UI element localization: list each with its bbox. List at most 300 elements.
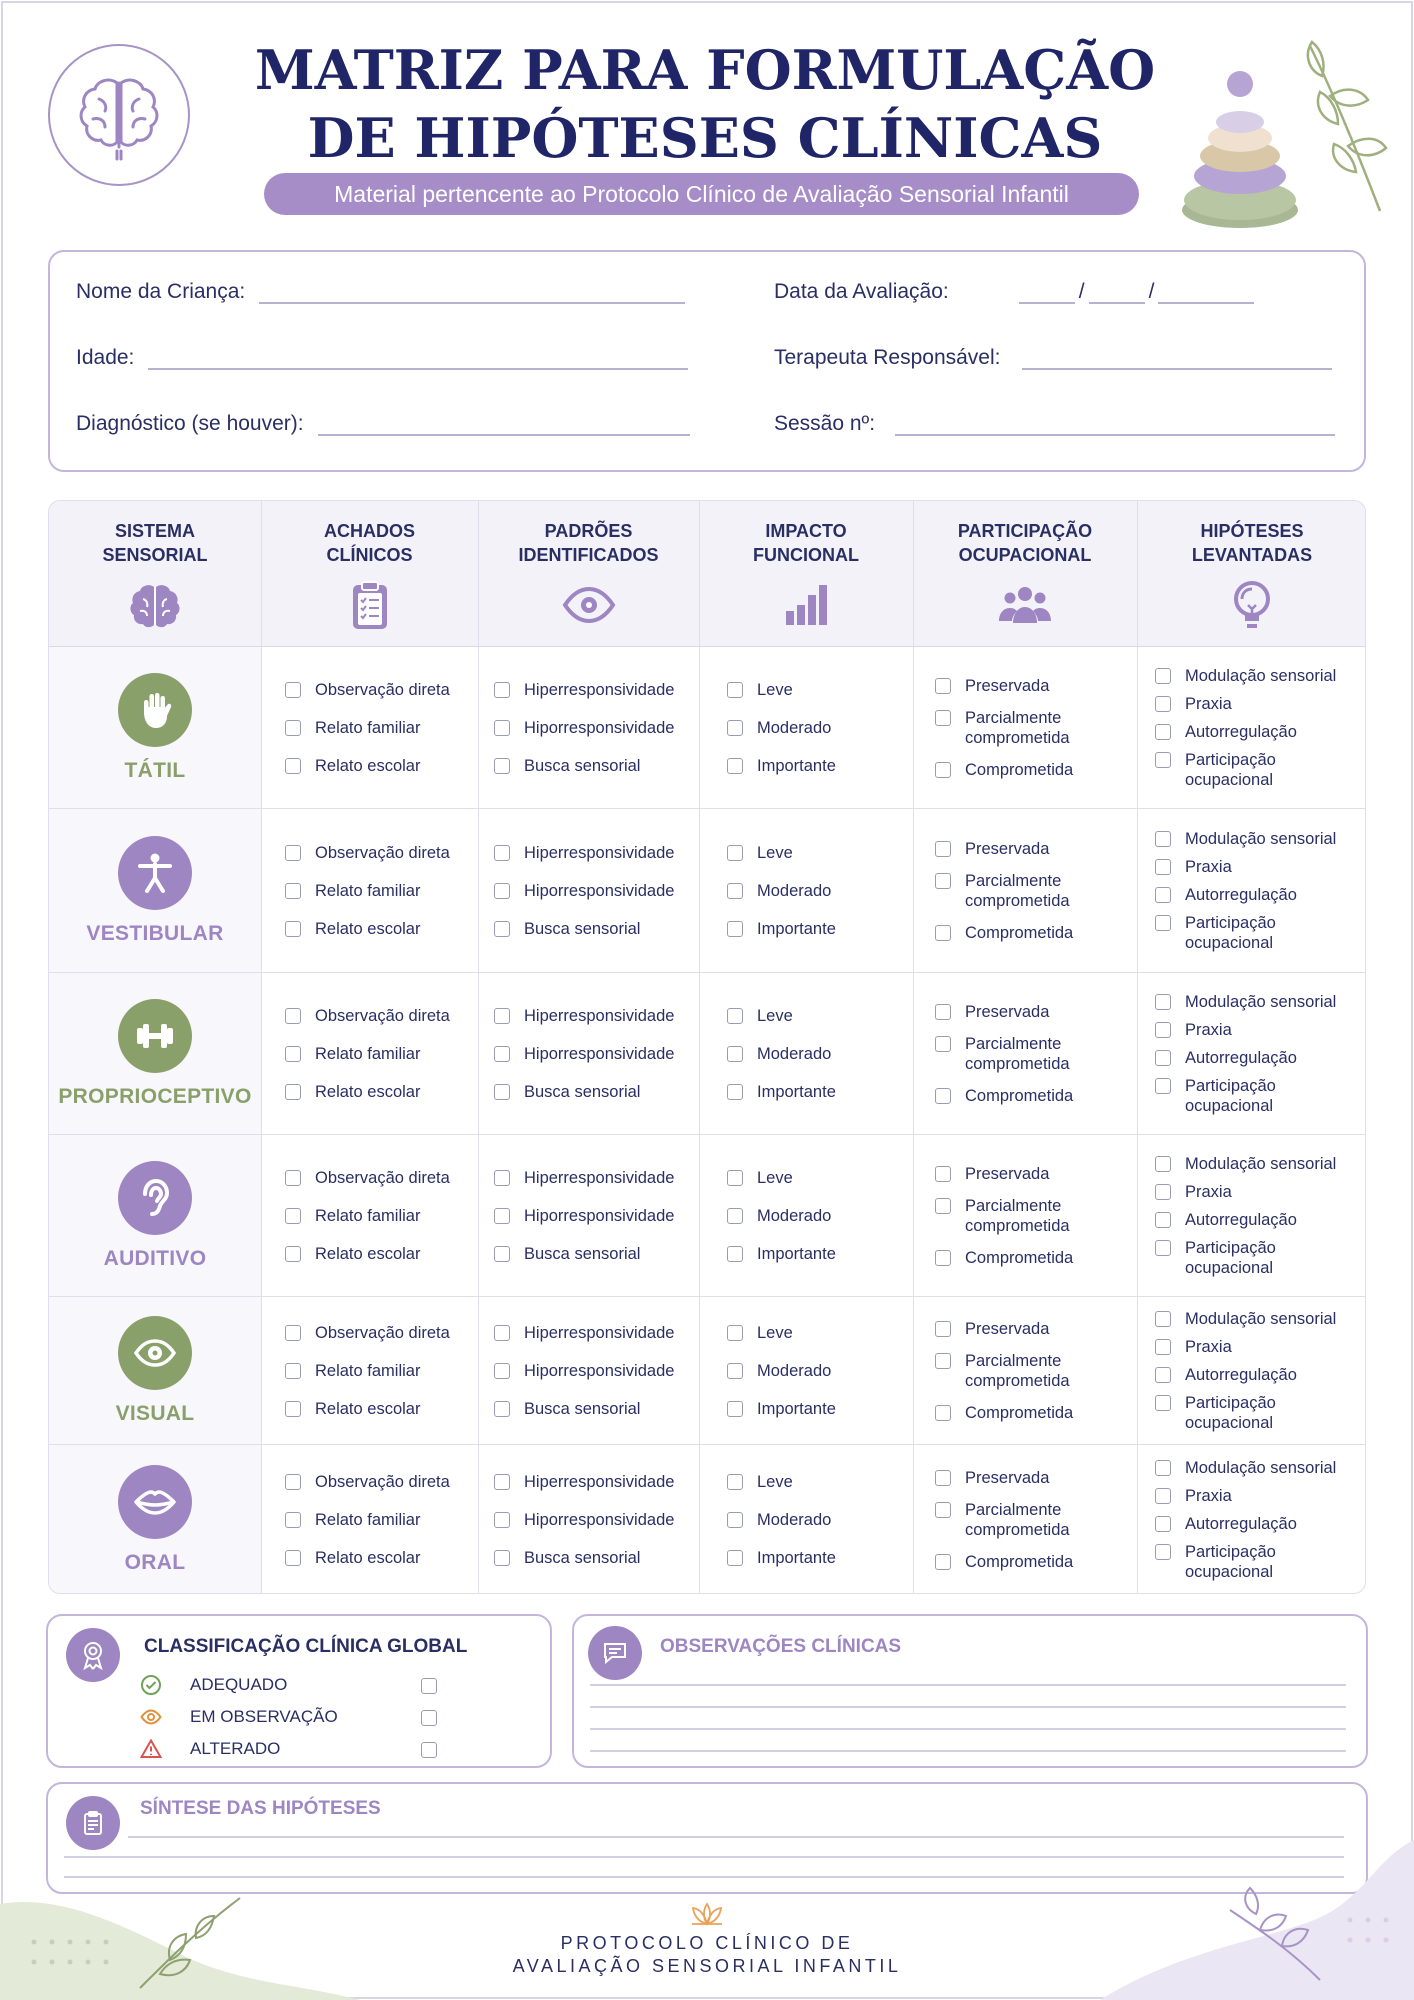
- checkbox[interactable]: [494, 720, 510, 736]
- child-name-field[interactable]: [76, 280, 685, 304]
- classification-label: EM OBSERVAÇÃO: [190, 1707, 338, 1726]
- global-classification-box: [46, 1614, 552, 1768]
- option-hipoteses[interactable]: [1155, 829, 1363, 849]
- option-impacto[interactable]: [727, 718, 909, 738]
- option-impacto[interactable]: [727, 919, 909, 939]
- option-label: Leve: [757, 680, 793, 699]
- option-padroes[interactable]: [494, 1244, 695, 1264]
- sensory-system-name: VISUAL: [115, 1401, 195, 1425]
- option-participacao[interactable]: [935, 1403, 1133, 1423]
- matrix-row: [49, 1445, 1365, 1594]
- option-label: Preservada: [965, 1002, 1050, 1021]
- checkbox[interactable]: [1155, 831, 1171, 847]
- age-line[interactable]: [148, 348, 688, 370]
- checkbox[interactable]: [727, 682, 743, 698]
- option-participacao[interactable]: [935, 1319, 1133, 1339]
- checkbox[interactable]: [1155, 859, 1171, 875]
- diagnosis-line[interactable]: [318, 414, 690, 436]
- matrix-row: [49, 1135, 1365, 1297]
- eye-icon: [140, 1706, 176, 1728]
- option-label: Observação direta: [315, 1006, 450, 1025]
- option-impacto[interactable]: [727, 1244, 909, 1264]
- checkbox[interactable]: [285, 1246, 301, 1262]
- option-achados[interactable]: [285, 1548, 474, 1568]
- option-hipoteses[interactable]: [1155, 750, 1363, 790]
- checkbox[interactable]: [494, 921, 510, 937]
- options-cell-impacto: [727, 647, 909, 808]
- option-participacao[interactable]: [935, 1351, 1133, 1391]
- classification-checkbox[interactable]: [421, 1710, 437, 1726]
- checkbox[interactable]: [285, 1208, 301, 1224]
- column-header: [49, 501, 261, 647]
- writing-line[interactable]: [590, 1684, 1346, 1686]
- checkbox[interactable]: [1155, 696, 1171, 712]
- checkbox[interactable]: [935, 1166, 951, 1182]
- option-hipoteses[interactable]: [1155, 1365, 1363, 1385]
- option-padroes[interactable]: [494, 1399, 695, 1419]
- eye-icon: [561, 577, 617, 633]
- option-hipoteses[interactable]: [1155, 1514, 1363, 1534]
- options-cell-impacto: [727, 1135, 909, 1296]
- option-label: Leve: [757, 1323, 793, 1342]
- date-day-line[interactable]: [1019, 282, 1075, 304]
- checkbox[interactable]: [494, 1046, 510, 1062]
- checkbox[interactable]: [727, 1246, 743, 1262]
- option-impacto[interactable]: [727, 1206, 909, 1226]
- option-participacao[interactable]: [935, 1034, 1133, 1074]
- option-hipoteses[interactable]: [1155, 694, 1363, 714]
- page-title: MATRIZ PARA FORMULAÇÃO DE HIPÓTESES CLÍNICAS: [254, 38, 1156, 170]
- checkbox[interactable]: [285, 1401, 301, 1417]
- option-impacto[interactable]: [727, 1168, 909, 1188]
- child-name-line[interactable]: [259, 282, 685, 304]
- checkbox[interactable]: [285, 1084, 301, 1100]
- option-hipoteses[interactable]: [1155, 1393, 1363, 1433]
- classification-option[interactable]: [140, 1674, 287, 1696]
- option-achados[interactable]: [285, 881, 474, 901]
- checkbox[interactable]: [935, 762, 951, 778]
- column-header: [699, 501, 913, 647]
- dumbbell-icon: [118, 999, 192, 1073]
- checkbox[interactable]: [1155, 1022, 1171, 1038]
- checkbox[interactable]: [285, 1325, 301, 1341]
- checkbox[interactable]: [1155, 724, 1171, 740]
- option-label: Preservada: [965, 1468, 1050, 1487]
- checkbox[interactable]: [494, 1325, 510, 1341]
- age-field[interactable]: [76, 346, 688, 370]
- option-label: Observação direta: [315, 1323, 450, 1342]
- checkbox[interactable]: [935, 1198, 951, 1214]
- option-label: Participação ocupacional: [1185, 750, 1276, 789]
- checkbox[interactable]: [1155, 1544, 1171, 1560]
- clinical-observations-box: [572, 1614, 1368, 1768]
- checkbox[interactable]: [935, 1250, 951, 1266]
- matrix-row: [49, 973, 1365, 1135]
- option-impacto[interactable]: [727, 1399, 909, 1419]
- lightbulb-icon: [1224, 577, 1280, 633]
- checkbox[interactable]: [285, 1008, 301, 1024]
- writing-line[interactable]: [590, 1750, 1346, 1752]
- checkbox[interactable]: [935, 873, 951, 889]
- checkbox[interactable]: [1155, 1339, 1171, 1355]
- checkbox[interactable]: [935, 1353, 951, 1369]
- option-padroes[interactable]: [494, 756, 695, 776]
- option-padroes[interactable]: [494, 1206, 695, 1226]
- option-label: Importante: [757, 1244, 836, 1263]
- option-padroes[interactable]: [494, 680, 695, 700]
- checkbox[interactable]: [1155, 752, 1171, 768]
- checkbox[interactable]: [285, 1474, 301, 1490]
- option-hipoteses[interactable]: [1155, 885, 1363, 905]
- checkbox[interactable]: [727, 1363, 743, 1379]
- matrix-row: [49, 647, 1365, 809]
- option-padroes[interactable]: [494, 1361, 695, 1381]
- therapist-label: Terapeuta Responsável:: [774, 346, 1001, 369]
- matrix-row: [49, 809, 1365, 973]
- person-icon: [118, 836, 192, 910]
- options-cell-padroes: [494, 647, 695, 808]
- option-padroes[interactable]: [494, 1548, 695, 1568]
- option-participacao[interactable]: [935, 1086, 1133, 1106]
- options-cell-hipoteses: [1155, 1445, 1363, 1594]
- checkbox[interactable]: [1155, 1184, 1171, 1200]
- ear-icon: [118, 1161, 192, 1235]
- option-participacao[interactable]: [935, 1196, 1133, 1236]
- checkbox[interactable]: [935, 1470, 951, 1486]
- column-header-label: PARTICIPAÇÃO OCUPACIONAL: [957, 521, 1093, 565]
- column-header: [261, 501, 478, 647]
- option-label: Leve: [757, 843, 793, 862]
- option-hipoteses[interactable]: [1155, 1486, 1363, 1506]
- option-label: Relato escolar: [315, 756, 421, 775]
- checkbox[interactable]: [935, 1502, 951, 1518]
- option-padroes[interactable]: [494, 1323, 695, 1343]
- option-label: Moderado: [757, 718, 832, 737]
- option-hipoteses[interactable]: [1155, 1076, 1363, 1116]
- therapist-field[interactable]: [774, 346, 1332, 370]
- option-achados[interactable]: [285, 1168, 474, 1188]
- option-achados[interactable]: [285, 1044, 474, 1064]
- checkbox[interactable]: [727, 1401, 743, 1417]
- option-participacao[interactable]: [935, 871, 1133, 911]
- diagnosis-field[interactable]: [76, 412, 690, 436]
- checkbox[interactable]: [1155, 994, 1171, 1010]
- checkbox[interactable]: [1155, 1311, 1171, 1327]
- column-divider: [1137, 501, 1138, 1593]
- lips-icon: [118, 1465, 192, 1539]
- option-padroes[interactable]: [494, 718, 695, 738]
- checkbox[interactable]: [1155, 1395, 1171, 1411]
- option-impacto[interactable]: [727, 1323, 909, 1343]
- date-field[interactable]: [774, 280, 1254, 304]
- option-padroes[interactable]: [494, 919, 695, 939]
- option-hipoteses[interactable]: [1155, 1154, 1363, 1174]
- option-label: Modulação sensorial: [1185, 829, 1337, 848]
- sensory-system-name: ORAL: [124, 1550, 186, 1574]
- checkbox[interactable]: [285, 682, 301, 698]
- options-cell-achados: [285, 1135, 474, 1296]
- option-label: Comprometida: [965, 1552, 1074, 1571]
- option-hipoteses[interactable]: [1155, 1182, 1363, 1202]
- option-padroes[interactable]: [494, 1044, 695, 1064]
- checkbox[interactable]: [494, 758, 510, 774]
- option-label: Relato familiar: [315, 718, 421, 737]
- checkbox[interactable]: [727, 1208, 743, 1224]
- option-participacao[interactable]: [935, 1500, 1133, 1540]
- checkbox[interactable]: [935, 1321, 951, 1337]
- checkbox[interactable]: [285, 921, 301, 937]
- option-impacto[interactable]: [727, 680, 909, 700]
- option-label: Comprometida: [965, 760, 1074, 779]
- option-label: Praxia: [1185, 694, 1232, 713]
- option-participacao[interactable]: [935, 676, 1133, 696]
- option-label: Relato familiar: [315, 1361, 421, 1380]
- option-participacao[interactable]: [935, 1248, 1133, 1268]
- option-hipoteses[interactable]: [1155, 1238, 1363, 1278]
- purple-blob-decoration: [1060, 1840, 1414, 2000]
- checkbox[interactable]: [935, 1405, 951, 1421]
- option-achados[interactable]: [285, 1244, 474, 1264]
- option-label: Hiporresponsividade: [524, 881, 675, 900]
- option-impacto[interactable]: [727, 1006, 909, 1026]
- options-cell-participacao: [935, 1445, 1133, 1594]
- checkbox[interactable]: [727, 921, 743, 937]
- checkbox[interactable]: [494, 1208, 510, 1224]
- option-impacto[interactable]: [727, 756, 909, 776]
- session-line[interactable]: [895, 414, 1335, 436]
- options-cell-impacto: [727, 809, 909, 972]
- option-label: Parcialmente comprometida: [965, 1196, 1070, 1235]
- checkbox[interactable]: [285, 758, 301, 774]
- checkbox[interactable]: [494, 1474, 510, 1490]
- writing-line[interactable]: [590, 1728, 1346, 1730]
- writing-line[interactable]: [128, 1836, 1344, 1838]
- options-cell-padroes: [494, 1135, 695, 1296]
- option-label: Modulação sensorial: [1185, 1458, 1337, 1477]
- checkbox[interactable]: [285, 1170, 301, 1186]
- observations-title: OBSERVAÇÕES CLÍNICAS: [660, 1636, 902, 1657]
- checkbox[interactable]: [285, 1550, 301, 1566]
- option-label: Autorregulação: [1185, 1210, 1297, 1229]
- option-hipoteses[interactable]: [1155, 992, 1363, 1012]
- option-hipoteses[interactable]: [1155, 1020, 1363, 1040]
- checkbox[interactable]: [727, 1550, 743, 1566]
- option-label: Parcialmente comprometida: [965, 708, 1070, 747]
- checkbox[interactable]: [727, 845, 743, 861]
- checkbox[interactable]: [494, 1084, 510, 1100]
- option-achados[interactable]: [285, 1323, 474, 1343]
- option-padroes[interactable]: [494, 1510, 695, 1530]
- option-label: Autorregulação: [1185, 722, 1297, 741]
- checkbox[interactable]: [494, 1363, 510, 1379]
- classification-option[interactable]: [140, 1706, 338, 1728]
- checkbox[interactable]: [727, 1512, 743, 1528]
- sensory-system-name: AUDITIVO: [103, 1246, 207, 1270]
- option-label: Praxia: [1185, 1486, 1232, 1505]
- option-impacto[interactable]: [727, 843, 909, 863]
- option-label: Observação direta: [315, 1472, 450, 1491]
- option-label: Preservada: [965, 1319, 1050, 1338]
- option-hipoteses[interactable]: [1155, 666, 1363, 686]
- checkbox[interactable]: [1155, 1367, 1171, 1383]
- checkbox[interactable]: [494, 1401, 510, 1417]
- checkbox[interactable]: [935, 1036, 951, 1052]
- option-label: Parcialmente comprometida: [965, 871, 1070, 910]
- options-cell-impacto: [727, 973, 909, 1134]
- lotus-icon: [684, 1900, 730, 1928]
- option-hipoteses[interactable]: [1155, 1542, 1363, 1582]
- checkbox[interactable]: [727, 720, 743, 736]
- option-hipoteses[interactable]: [1155, 913, 1363, 953]
- checkbox[interactable]: [727, 1084, 743, 1100]
- option-achados[interactable]: [285, 1399, 474, 1419]
- option-achados[interactable]: [285, 1082, 474, 1102]
- checkbox[interactable]: [727, 1170, 743, 1186]
- option-hipoteses[interactable]: [1155, 1458, 1363, 1478]
- option-label: Moderado: [757, 1044, 832, 1063]
- checkbox[interactable]: [935, 925, 951, 941]
- checkbox[interactable]: [935, 1088, 951, 1104]
- session-field[interactable]: [774, 412, 1335, 436]
- option-impacto[interactable]: [727, 1082, 909, 1102]
- classification-option[interactable]: [140, 1738, 280, 1760]
- checkbox[interactable]: [935, 710, 951, 726]
- checkbox[interactable]: [1155, 1156, 1171, 1172]
- checkbox[interactable]: [1155, 1050, 1171, 1066]
- option-label: Relato familiar: [315, 881, 421, 900]
- checkbox[interactable]: [494, 682, 510, 698]
- checkbox[interactable]: [1155, 1212, 1171, 1228]
- option-hipoteses[interactable]: [1155, 1210, 1363, 1230]
- options-cell-achados: [285, 809, 474, 972]
- option-participacao[interactable]: [935, 1002, 1133, 1022]
- options-cell-hipoteses: [1155, 973, 1363, 1134]
- option-participacao[interactable]: [935, 1468, 1133, 1488]
- option-achados[interactable]: [285, 1006, 474, 1026]
- option-label: Moderado: [757, 1510, 832, 1529]
- checkbox[interactable]: [1155, 887, 1171, 903]
- options-cell-padroes: [494, 1297, 695, 1444]
- options-cell-participacao: [935, 1135, 1133, 1296]
- option-label: Praxia: [1185, 1020, 1232, 1039]
- option-impacto[interactable]: [727, 1044, 909, 1064]
- option-padroes[interactable]: [494, 843, 695, 863]
- checkbox[interactable]: [285, 845, 301, 861]
- checkbox[interactable]: [285, 720, 301, 736]
- option-hipoteses[interactable]: [1155, 1048, 1363, 1068]
- option-achados[interactable]: [285, 718, 474, 738]
- option-achados[interactable]: [285, 756, 474, 776]
- checkbox[interactable]: [1155, 1516, 1171, 1532]
- checkbox[interactable]: [1155, 668, 1171, 684]
- checkbox[interactable]: [727, 1008, 743, 1024]
- option-label: Busca sensorial: [524, 756, 641, 775]
- option-hipoteses[interactable]: [1155, 1309, 1363, 1329]
- option-participacao[interactable]: [935, 760, 1133, 780]
- checkbox[interactable]: [285, 1363, 301, 1379]
- option-impacto[interactable]: [727, 1510, 909, 1530]
- checkbox[interactable]: [1155, 1488, 1171, 1504]
- checkbox[interactable]: [935, 841, 951, 857]
- option-label: Relato escolar: [315, 919, 421, 938]
- checkbox[interactable]: [285, 883, 301, 899]
- option-achados[interactable]: [285, 1472, 474, 1492]
- hand-icon: [118, 673, 192, 747]
- option-hipoteses[interactable]: [1155, 1337, 1363, 1357]
- option-hipoteses[interactable]: [1155, 722, 1363, 742]
- date-month-line[interactable]: [1089, 282, 1145, 304]
- option-achados[interactable]: [285, 1510, 474, 1530]
- option-label: Comprometida: [965, 1086, 1074, 1105]
- checkbox[interactable]: [727, 1474, 743, 1490]
- checkbox[interactable]: [494, 1512, 510, 1528]
- option-impacto[interactable]: [727, 1548, 909, 1568]
- checkbox[interactable]: [1155, 1240, 1171, 1256]
- checkbox[interactable]: [494, 1008, 510, 1024]
- option-padroes[interactable]: [494, 1082, 695, 1102]
- option-participacao[interactable]: [935, 1552, 1133, 1572]
- checkbox[interactable]: [1155, 1078, 1171, 1094]
- checkbox[interactable]: [494, 845, 510, 861]
- option-padroes[interactable]: [494, 1472, 695, 1492]
- checkbox[interactable]: [285, 1046, 301, 1062]
- column-header-label: SISTEMA SENSORIAL: [102, 521, 208, 565]
- checkbox[interactable]: [727, 883, 743, 899]
- checkbox[interactable]: [494, 1246, 510, 1262]
- date-year-line[interactable]: [1158, 282, 1254, 304]
- option-padroes[interactable]: [494, 1006, 695, 1026]
- option-participacao[interactable]: [935, 839, 1133, 859]
- options-cell-padroes: [494, 973, 695, 1134]
- checkbox[interactable]: [727, 1046, 743, 1062]
- options-cell-participacao: [935, 1297, 1133, 1444]
- option-impacto[interactable]: [727, 881, 909, 901]
- option-achados[interactable]: [285, 919, 474, 939]
- option-participacao[interactable]: [935, 708, 1133, 748]
- checkbox[interactable]: [727, 1325, 743, 1341]
- classification-checkbox[interactable]: [421, 1742, 437, 1758]
- option-impacto[interactable]: [727, 1361, 909, 1381]
- option-achados[interactable]: [285, 1361, 474, 1381]
- option-achados[interactable]: [285, 843, 474, 863]
- option-padroes[interactable]: [494, 1168, 695, 1188]
- checkbox[interactable]: [494, 1550, 510, 1566]
- checkbox[interactable]: [285, 1512, 301, 1528]
- option-label: Hiperresponsividade: [524, 1006, 675, 1025]
- option-hipoteses[interactable]: [1155, 857, 1363, 877]
- options-cell-achados: [285, 1297, 474, 1444]
- checkbox[interactable]: [1155, 915, 1171, 931]
- checkbox[interactable]: [935, 678, 951, 694]
- checkbox[interactable]: [935, 1004, 951, 1020]
- checkbox[interactable]: [1155, 1460, 1171, 1476]
- option-padroes[interactable]: [494, 881, 695, 901]
- option-label: Busca sensorial: [524, 1244, 641, 1263]
- checkbox[interactable]: [494, 1170, 510, 1186]
- option-label: Moderado: [757, 1361, 832, 1380]
- option-achados[interactable]: [285, 680, 474, 700]
- option-impacto[interactable]: [727, 1472, 909, 1492]
- option-achados[interactable]: [285, 1206, 474, 1226]
- checkbox[interactable]: [494, 883, 510, 899]
- checkbox[interactable]: [727, 758, 743, 774]
- checkbox[interactable]: [935, 1554, 951, 1570]
- classification-checkbox[interactable]: [421, 1678, 437, 1694]
- writing-line[interactable]: [590, 1706, 1346, 1708]
- therapist-line[interactable]: [1022, 348, 1332, 370]
- option-participacao[interactable]: [935, 923, 1133, 943]
- option-participacao[interactable]: [935, 1164, 1133, 1184]
